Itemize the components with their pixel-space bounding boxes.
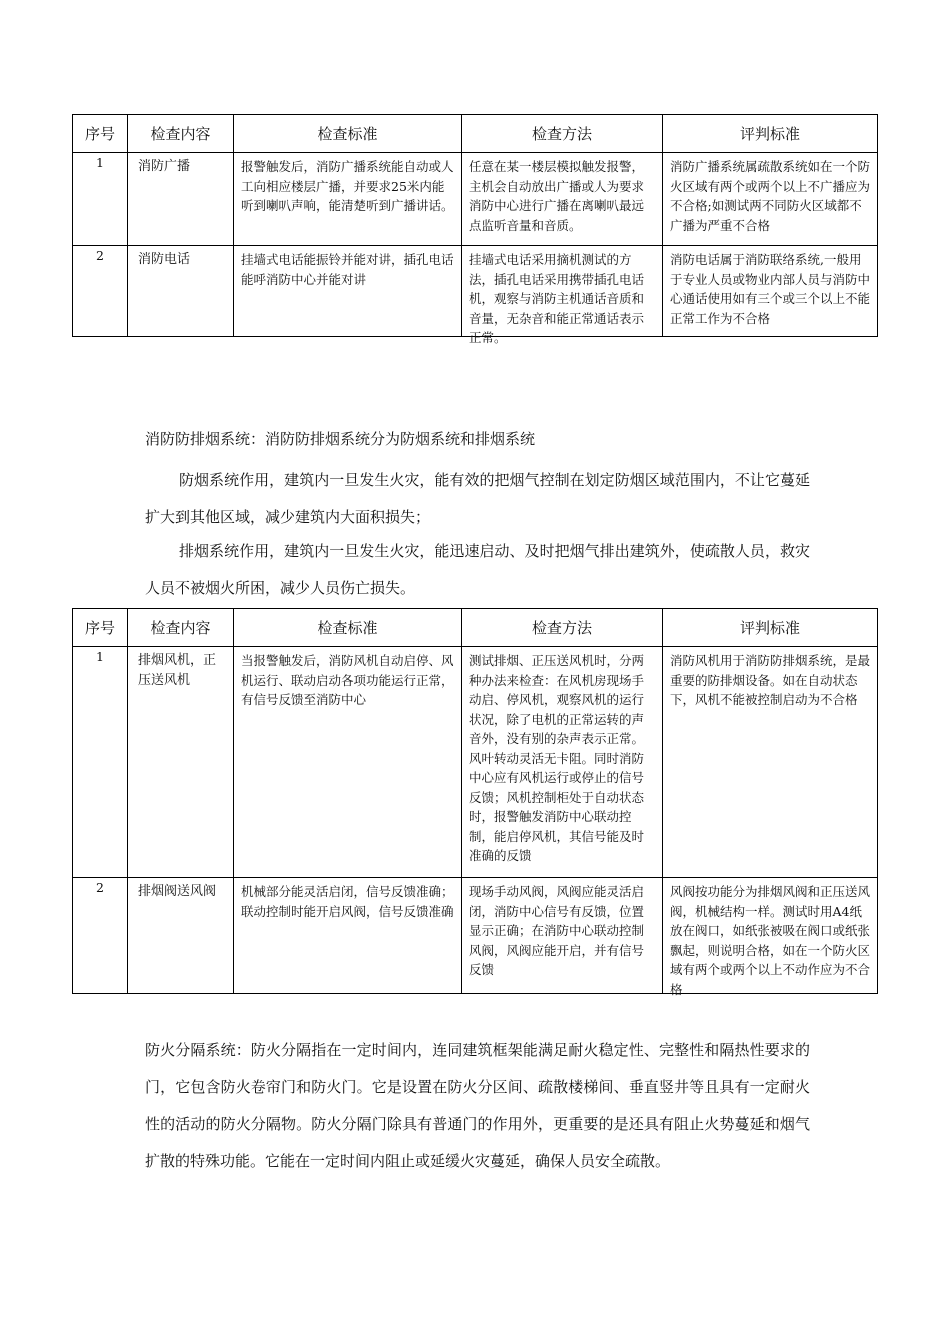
smoke-control-table xyxy=(72,608,878,997)
header-method: 检查方法 xyxy=(462,609,663,647)
row-number: 1 xyxy=(73,153,128,246)
check-standard: 当报警触发后，消防风机自动启停、风机运行、联动启动各项功能运行正常，有信号反馈至消防中心 xyxy=(234,647,462,878)
header-item: 检查内容 xyxy=(128,115,234,153)
check-item: 排烟阀送风阀 xyxy=(128,878,234,994)
check-standard: 报警触发后，消防广播系统能自动或人工向相应楼层广播，并要求25米内能听到喇叭声响，能清楚听到广播讲话。 xyxy=(234,153,462,246)
smoke-exhaust-paragraph: 排烟系统作用，建筑内一旦发生火灾，能迅速启动、及时把烟气排出建筑外，使疏散人员，救灾人员不被烟火所困，减少人员伤亡损失。 xyxy=(145,542,810,597)
smoke-system-intro: 消防防排烟系统：消防防排烟系统分为防烟系统和排烟系统 xyxy=(145,430,536,448)
check-item: 排烟风机，正压送风机 xyxy=(128,647,234,878)
smoke-prevention-paragraph: 防烟系统作用，建筑内一旦发生火灾，能有效的把烟气控制在划定防烟区域范围内，不让它蔓延扩大到其他区域，减少建筑内大面积损失； xyxy=(145,471,810,526)
check-standard: 挂墙式电话能振铃并能对讲，插孔电话能呼消防中心并能对讲 xyxy=(234,246,462,337)
row-number: 2 xyxy=(73,878,128,994)
table-row xyxy=(73,153,878,246)
row-number: 2 xyxy=(73,246,128,337)
table-row xyxy=(73,647,878,878)
header-item: 检查内容 xyxy=(128,609,234,647)
table-row xyxy=(73,246,878,337)
check-method: 测试排烟、正压送风机时，分两种办法来检查：在风机房现场手动启、停风机，观察风机的运行状况，除了电机的正常运转的声音外，没有别的杂声表示正常。风叶转动灵活无卡阻。同时消防中心应有风机运行或停止的信号反馈；风机控制柜处于自动状态时，报警触发消防中心联动控制，能启停风机，其信号能及时准确的反馈 xyxy=(462,647,663,878)
row-number: 1 xyxy=(73,647,128,878)
fire-broadcast-phone-table xyxy=(72,114,878,345)
header-no: 序号 xyxy=(73,609,128,647)
fire-separation-paragraph: 防火分隔系统：防火分隔指在一定时间内，连同建筑框架能满足耐火稳定性、完整性和隔热性要求的门，它包含防火卷帘门和防火门。它是设置在防火分区间、疏散楼梯间、垂直竖井等且具有一定耐火性的活动的防火分隔物。防火分隔门除具有普通门的作用外，更重要的是还具有阻止火势蔓延和烟气扩散的特殊功能。它能在一定时间内阻止或延缓火灾蔓延，确保人员安全疏散。 xyxy=(145,1041,810,1170)
check-method: 挂墙式电话采用摘机测试的方法，插孔电话采用携带插孔电话机，观察与消防主机通话音质和音量，无杂音和能正常通话表示正常。 xyxy=(462,246,663,337)
judging-criteria: 消防电话属于消防联络系统,一般用于专业人员或物业内部人员与消防中心通话使用如有三个或三个以上不能正常工作为不合格 xyxy=(663,246,878,337)
header-standard: 检查标准 xyxy=(234,609,462,647)
header-no: 序号 xyxy=(73,115,128,153)
check-method: 任意在某一楼层模拟触发报警，主机会自动放出广播或人为要求消防中心进行广播在离喇叭最远点监听音量和音质。 xyxy=(462,153,663,246)
judging-criteria: 风阀按功能分为排烟风阀和正压送风阀，机械结构一样。测试时用A4纸放在阀口，如纸张被吸在阀口或纸张飘起，则说明合格，如在一个防火区域有两个或两个以上不动作应为不合格 xyxy=(663,878,878,994)
check-item: 消防广播 xyxy=(128,153,234,246)
header-criteria: 评判标准 xyxy=(663,115,878,153)
table-header-row xyxy=(73,115,878,153)
table-row xyxy=(73,878,878,994)
header-criteria: 评判标准 xyxy=(663,609,878,647)
table-header-row xyxy=(73,609,878,647)
check-item: 消防电话 xyxy=(128,246,234,337)
check-method: 现场手动风阀，风阀应能灵活启闭，消防中心信号有反馈，位置显示正确；在消防中心联动控制风阀，风阀应能开启，并有信号反馈 xyxy=(462,878,663,994)
judging-criteria: 消防风机用于消防防排烟系统，是最重要的防排烟设备。如在自动状态下，风机不能被控制启动为不合格 xyxy=(663,647,878,878)
header-standard: 检查标准 xyxy=(234,115,462,153)
check-standard: 机械部分能灵活启闭，信号反馈准确；联动控制时能开启风阀，信号反馈准确 xyxy=(234,878,462,994)
judging-criteria: 消防广播系统属疏散系统如在一个防火区域有两个或两个以上不广播应为不合格;如测试两不同防火区域都不广播为严重不合格 xyxy=(663,153,878,246)
header-method: 检查方法 xyxy=(462,115,663,153)
